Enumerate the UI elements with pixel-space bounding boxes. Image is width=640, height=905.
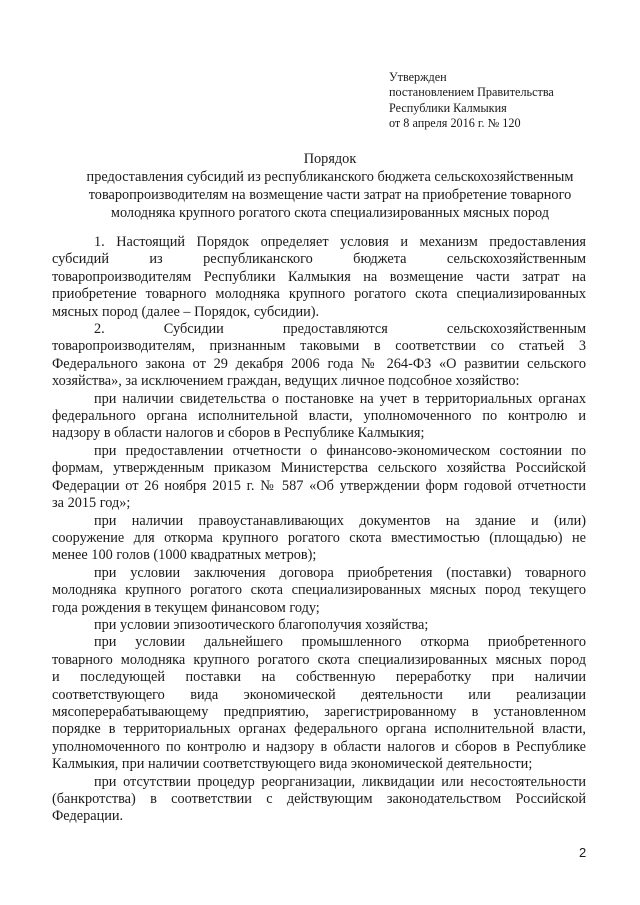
text-line: товаропроизводителям, признанным таковыми в соответствии со статьей 3 [52, 338, 586, 355]
text-line: 2. Субсидии предоставляются сельскохозяйственным [94, 321, 586, 338]
text-line: и последующей поставки на собственную переработку при наличии [52, 669, 586, 686]
text-line: товарного молодняка крупного рогатого скота специализированных мясных пород [52, 651, 586, 668]
title-line: предоставления субсидий из республиканского бюджета сельскохозяйственным [86, 169, 574, 185]
paragraph [52, 617, 586, 634]
text-line: 1. Настоящий Порядок определяет условия и механизм предоставления [94, 234, 586, 250]
approval-line: Республики Калмыкия [389, 100, 507, 115]
text-line: при наличии свидетельства о постановке на учет в территориальных органах [94, 390, 586, 407]
text-line: за 2015 год»; [52, 495, 131, 512]
paragraph [52, 774, 586, 826]
text-line: Калмыкия, при наличии соответствующего вида экономической деятельности; [52, 756, 533, 773]
text-line: при условии заключения договора приобретения (поставки) товарного [94, 564, 586, 581]
text-line: федерального органа исполнительной власти, уполномоченного по контролю и [52, 408, 586, 425]
text-line: сооружение для откорма крупного рогатого скота вместимостью (площадью) не [52, 529, 586, 546]
text-line: субсидий из республиканского бюджета сельскохозяйственным [52, 251, 586, 268]
document-title [40, 150, 620, 222]
page-number: 2 [579, 845, 587, 860]
text-line: при отсутствии процедур реорганизации, ликвидации или несостоятельности [94, 773, 586, 790]
text-line: при предоставлении отчетности о финансово-экономическом состоянии по [94, 442, 586, 459]
text-line: при наличии правоустанавливающих документов на здание и (или) [94, 512, 586, 529]
text-line: формам, утвержденным приказом Министерства сельского хозяйства Российской [52, 460, 586, 477]
text-line: хозяйства», за исключением граждан, ведущих личное подсобное хозяйство: [52, 373, 520, 390]
text-line: мясоперерабатывающему предприятию, зарегистрированному в установленном [52, 703, 586, 720]
text-line: порядке в территориальных органах федерального органа исполнительной власти, [52, 721, 586, 738]
text-line: Федерации от 26 ноября 2015 г. № 587 «Об утверждении форм годовой отчетности [52, 477, 586, 494]
text-line: Федерации. [52, 808, 124, 825]
paragraph [52, 321, 586, 391]
text-line: надзору в области налогов и сборов в Республике Калмыкия; [52, 425, 425, 442]
text-line: года рождения в текущем финансовом году; [52, 599, 320, 616]
title-line: товаропроизводителям на возмещение части затрат на приобретение товарного [88, 187, 572, 203]
text-line: мясных пород (далее – Порядок, субсидии). [52, 303, 320, 320]
text-line: уполномоченного по контролю и надзору в области налогов и сборов в Республике [52, 738, 586, 755]
approval-stamp [389, 70, 554, 131]
paragraph [52, 443, 586, 513]
text-line: при условии дальнейшего промышленного откорма приобретенного [94, 634, 586, 651]
paragraph [52, 565, 586, 617]
document-body [52, 234, 586, 826]
text-line: соответствующего вида экономической деятельности или реализации [52, 686, 586, 703]
paragraph [52, 513, 586, 565]
title-heading: Порядок [303, 151, 357, 167]
text-line: приобретение товарного молодняка крупного рогатого скота специализированных [52, 286, 586, 303]
text-line: Федерального закона от 29 декабря 2006 года № 264-ФЗ «О развитии сельского [52, 355, 586, 372]
text-line: (банкротства) в соответствии с действующим законодательством Российской [52, 791, 586, 807]
text-line: при условии эпизоотического благополучия хозяйства; [94, 616, 429, 633]
text-line: молодняка крупного рогатого скота специализированных мясных пород текущего [52, 582, 586, 599]
text-line: товаропроизводителям Республики Калмыкия на возмещение части затрат на [52, 268, 586, 285]
approval-line: постановлением Правительства [389, 85, 554, 100]
approval-line: Утвержден [389, 70, 447, 84]
text-line: менее 100 голов (1000 квадратных метров); [52, 547, 317, 564]
paragraph [52, 391, 586, 443]
paragraph [52, 634, 586, 773]
approval-line: от 8 апреля 2016 г. № 120 [389, 115, 521, 130]
paragraph [52, 234, 586, 321]
title-line: молодняка крупного рогатого скота специализированных мясных пород [110, 205, 550, 221]
